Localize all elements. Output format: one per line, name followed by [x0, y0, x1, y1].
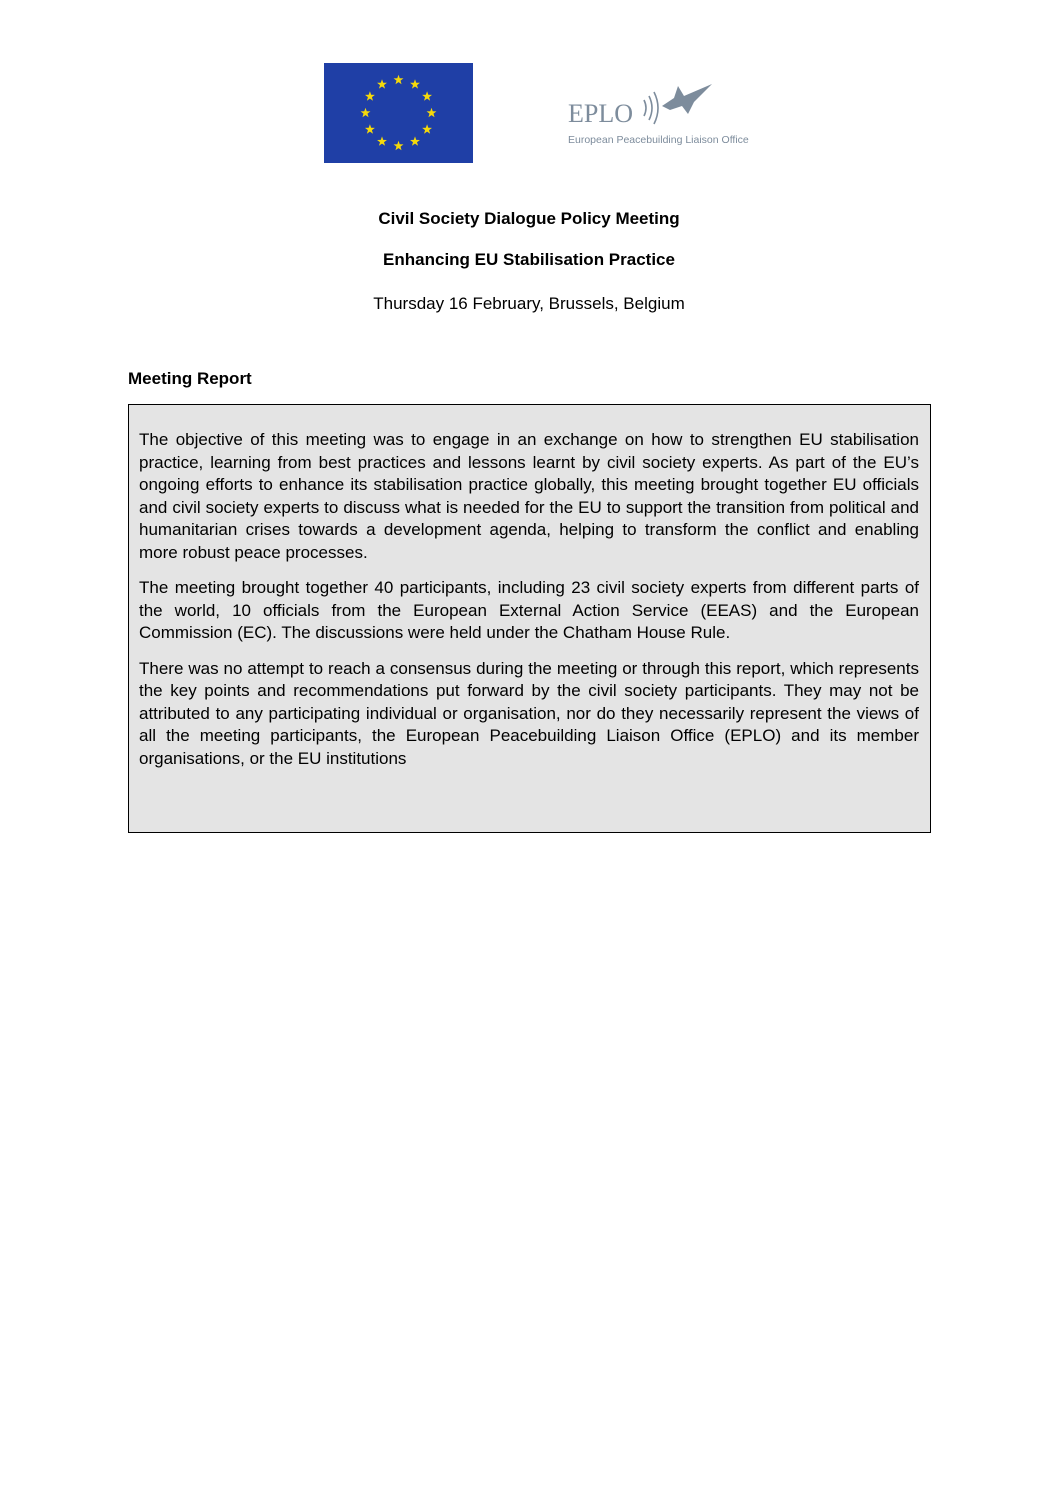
- report-paragraph-disclaimer: There was no attempt to reach a consensus during the meeting or through this report, which represents the key points and recommendations put forward by the civil society participants. They may not be attributed to any participating individual or organisation, nor do they necessarily represent the views of all the meeting participants, the European Peacebuilding Liaison Office (EPLO) and its member organisations, or the EU institutions: [139, 658, 919, 768]
- eplo-logo: [566, 80, 781, 150]
- eplo-bird-icon: [662, 84, 712, 114]
- meeting-subtitle: Enhancing EU Stabilisation Practice: [383, 250, 675, 269]
- meeting-date-location: Thursday 16 February, Brussels, Belgium: [373, 294, 685, 313]
- eu-flag-icon: [324, 63, 473, 163]
- report-paragraph-participants: The meeting brought together 40 participants, including 23 civil society experts from different parts of the world, 10 officials from the European External Action Service (EEAS) and the European Commission (EC). The discussions were held under the Chatham House Rule.: [139, 578, 919, 642]
- eplo-subtitle: European Peacebuilding Liaison Office: [568, 134, 749, 146]
- eplo-wordmark: EPLO: [568, 99, 633, 128]
- report-paragraph-objective: The objective of this meeting was to engage in an exchange on how to strengthen EU stabilisation practice, learning from best practices and lessons learnt by civil society experts. As part of the EU’s ongoing efforts to enhance its stabilisation practice globally, this meeting brought together EU officials and civil society experts to discuss what is needed for the EU to support the transition from political and humanitarian crises towards a development agenda, helping to transform the conflict and enabling more robust peace processes.: [139, 430, 919, 562]
- report-heading: Meeting Report: [128, 369, 252, 388]
- eplo-signal-waves-icon: [644, 92, 658, 124]
- report-summary-box: [128, 404, 931, 833]
- meeting-title: Civil Society Dialogue Policy Meeting: [378, 209, 680, 228]
